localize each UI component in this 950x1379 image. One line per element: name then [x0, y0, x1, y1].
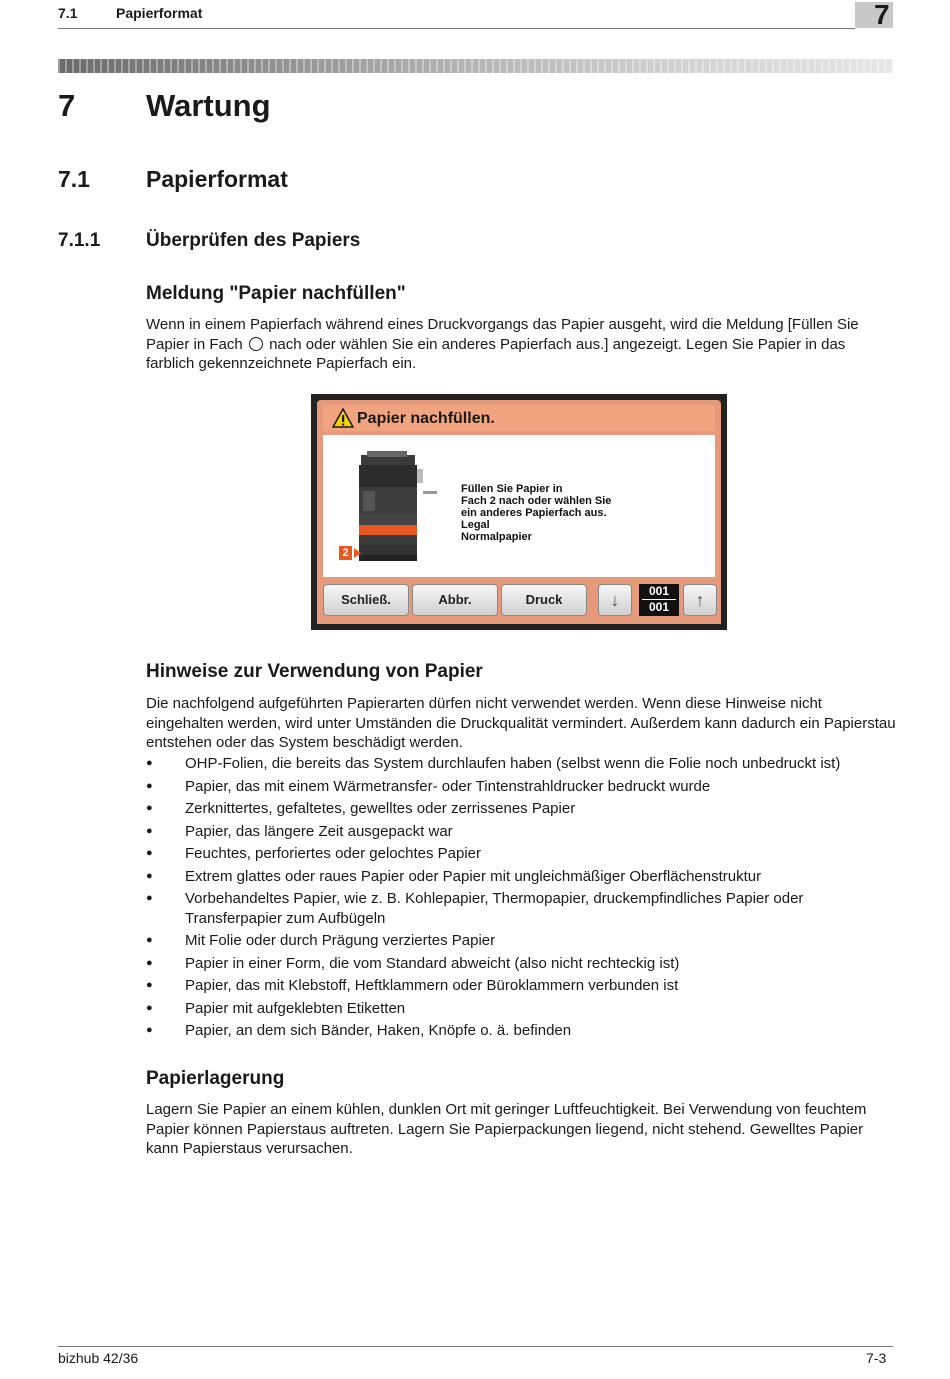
paper-usage-intro: Die nachfolgend aufgeführten Papierarten dürfen nicht verwendet werden. Wenn diese Hinweise nicht eingehalten werden, wird unter Umständen die Druckqualität vermindert. Außerdem kann dadurch ein Papierstau entstehen oder das System beschädigt werden.: [146, 695, 896, 751]
footer-page-number: 7-3: [866, 1350, 887, 1366]
arrow-up-icon[interactable]: ↑: [683, 584, 717, 616]
chapter-number: 7: [874, 0, 890, 30]
list-item-text: Papier, das mit Klebstoff, Heftklammern oder Büroklammern verbunden ist: [185, 977, 679, 994]
list-item: [146, 1021, 896, 1041]
paper-storage-heading: Papierlagerung: [146, 1068, 285, 1089]
chapter-heading-title: Wartung: [146, 88, 271, 123]
screen-content: [323, 435, 715, 577]
refill-paragraph-line1: Wenn in einem Papierfach während eines Druckvorgangs das Papier ausgeht, wird die Meldung [Füllen Sie: [146, 316, 859, 333]
list-item-text: Feuchtes, perforiertes oder gelochtes Papier: [185, 845, 481, 862]
refill-paper-paragraph: [146, 315, 896, 374]
refill-paragraph-line3: farblich gekennzeichnete Papierfach ein.: [146, 355, 417, 372]
subsection-heading-title: Überprüfen des Papiers: [146, 230, 361, 251]
counter-bottom: 001: [648, 600, 670, 614]
list-item: [146, 754, 896, 774]
header-rule: [58, 28, 855, 29]
paper-usage-heading: Hinweise zur Verwendung von Papier: [146, 661, 483, 682]
chapter-heading-number: 7: [58, 88, 76, 123]
list-item: [146, 954, 896, 974]
counter-top: 001: [648, 584, 670, 598]
header-section-number: 7.1: [58, 5, 78, 21]
bullet-icon: ●: [146, 892, 153, 904]
screen-titlebar: [323, 405, 715, 431]
bullet-icon: ●: [146, 1024, 153, 1036]
tray-circle-icon: [249, 337, 263, 351]
bullet-icon: ●: [146, 824, 153, 837]
print-button[interactable]: Druck: [501, 584, 587, 616]
chapter-band-stripes: [58, 59, 893, 73]
bullet-icon: ●: [146, 847, 153, 859]
list-item-text: Papier, das mit einem Wärmetransfer- oder Tintenstrahldrucker bedruckt wurde: [185, 777, 711, 795]
screen-frame: [317, 400, 721, 624]
printer-illustration-icon: [341, 451, 441, 563]
footer-product-name: bizhub 42/36: [58, 1350, 139, 1366]
list-item-text: Vorbehandeltes Papier, wie z. B. Kohlepapier, Thermopapier, druckempfindliches Papier oder Transferpapier zum Aufbügeln: [185, 890, 804, 927]
warning-icon: [332, 408, 354, 428]
list-item-text: Papier in einer Form, die vom Standard abweicht (also nicht rechteckig ist): [185, 954, 680, 972]
list-item-text: Papier, das längere Zeit ausgepackt war: [185, 822, 453, 840]
bullet-icon: ●: [146, 1001, 153, 1014]
list-item: [146, 844, 896, 864]
list-item-text: OHP-Folien, die bereits das System durchlaufen haben (selbst wenn die Folie noch unbedruckt ist): [185, 755, 841, 772]
section-heading-title: Papierformat: [146, 166, 288, 192]
footer-rule: [58, 1346, 893, 1347]
list-item: [146, 931, 896, 951]
list-item: [146, 799, 896, 819]
list-item-text: Papier, an dem sich Bänder, Haken, Knöpfe o. ä. befinden: [185, 1022, 572, 1039]
arrow-down-icon[interactable]: ↓: [598, 584, 632, 616]
list-item: [146, 889, 896, 928]
header-section-title: Papierformat: [116, 5, 203, 21]
list-item-text: Mit Folie oder durch Prägung verziertes Papier: [185, 932, 496, 949]
screen-title: Papier nachfüllen.: [357, 410, 495, 427]
refill-paper-heading: Meldung "Papier nachfüllen": [146, 283, 406, 304]
list-item-text: Extrem glattes oder raues Papier oder Papier mit ungleichmäßiger Oberflächenstruktur: [185, 867, 762, 885]
bullet-icon: ●: [146, 956, 153, 969]
bullet-icon: ●: [146, 802, 153, 814]
bullet-icon: ●: [146, 779, 153, 792]
screen-message: Füllen Sie Papier in Fach 2 nach oder wählen Sie ein anderes Papierfach aus. Legal Normalpapier: [461, 483, 612, 543]
list-item: [146, 822, 896, 842]
list-item-text: Zerknittertes, gefaltetes, gewelltes oder zerrissenes Papier: [185, 800, 576, 817]
control-panel-screenshot: [311, 394, 727, 630]
bullet-icon: ●: [146, 869, 153, 882]
close-button[interactable]: Schließ.: [323, 584, 409, 616]
copy-counter: [639, 584, 679, 616]
bullet-icon: ●: [146, 934, 153, 946]
tray-number-badge: 2: [339, 546, 352, 560]
subsection-heading-number: 7.1.1: [58, 230, 101, 251]
list-item: [146, 976, 896, 996]
unsuitable-paper-list: [146, 754, 896, 1044]
cancel-button[interactable]: Abbr.: [412, 584, 498, 616]
bullet-icon: ●: [146, 757, 153, 769]
list-item-text: Papier mit aufgeklebten Etiketten: [185, 999, 406, 1017]
list-item: [146, 777, 896, 797]
list-item: [146, 999, 896, 1019]
list-item: [146, 867, 896, 887]
tray-pointer-icon: [354, 548, 361, 558]
refill-paragraph-line2a: Papier in Fach: [146, 335, 243, 353]
paper-storage-text: Lagern Sie Papier an einem kühlen, dunklen Ort mit geringer Luftfeuchtigkeit. Bei Verwendung von feuchtem Papier können Papierstaus auftreten. Lagern Sie Papierpackungen liegend, nicht stehend. Gewelltes Papier kann Papierstaus verursachen.: [146, 1101, 867, 1157]
refill-paragraph-line2b: nach oder wählen Sie ein anderes Papierfach aus.] angezeigt. Legen Sie Papier in das: [269, 335, 846, 353]
section-heading-number: 7.1: [58, 166, 90, 192]
bullet-icon: ●: [146, 979, 153, 991]
